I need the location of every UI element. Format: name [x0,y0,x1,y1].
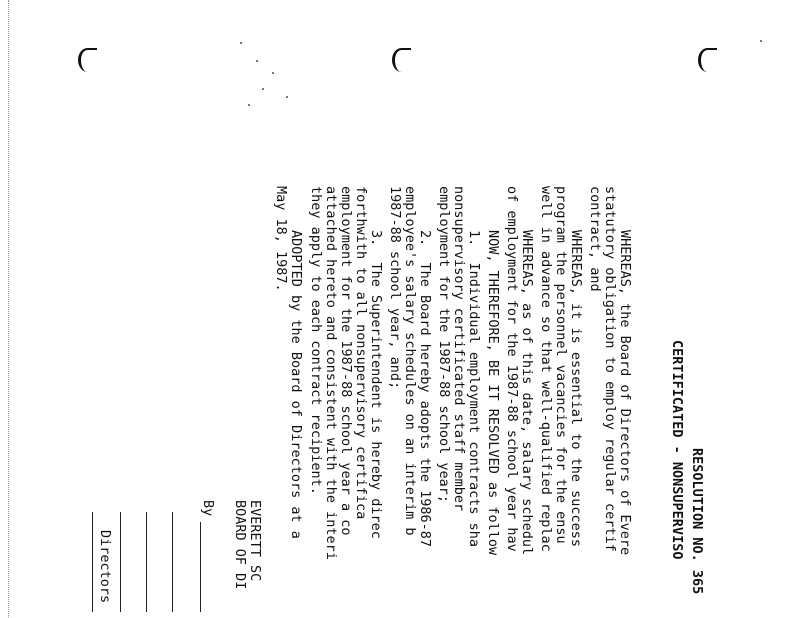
resolved-clause: NOW, THEREFORE, BE IT RESOLVED as follow [485,230,501,556]
item-2-line-1: 2. The Board hereby adopts the 1986-87 [417,230,433,547]
item-1-line-1: 1. Individual employment contracts sha [466,230,482,547]
signature-by-label: By [200,500,216,517]
scan-noise [272,72,274,74]
item-3-line-2: forthwith to all nonsupervisory certifica [353,186,369,520]
signature-line-2 [172,512,173,612]
whereas-3-line-2: of employment for the 1987-88 school year hav [504,186,520,552]
whereas-3-line-1: WHEREAS, as of this date, salary schedul [519,230,535,556]
scan-noise [240,42,242,44]
signature-line-4 [120,512,121,612]
punch-hole-right-icon [698,48,717,72]
signature-directors-label: Directors [97,530,113,604]
item-2-line-3: 1987-88 school year, and; [387,186,403,390]
margin-trace [8,0,10,618]
signature-line-5 [92,512,93,612]
adopted-line-2: May 18, 1987. [273,186,289,292]
adopted-line-1: ADOPTED by the Board of Directors at a [288,230,304,539]
item-1-line-2: nonsupervisory certificated staff member [451,186,467,512]
whereas-1-line-3: contract, and [587,186,603,292]
signature-org-line-2: BOARD OF DI [232,500,248,590]
whereas-2-line-3: well in advance so that well-qualified replac [538,186,554,552]
whereas-1-line-2: statutory obligation to employ regular certif [602,186,618,552]
item-3-line-4: attached hereto and consistent with the interi [323,186,339,560]
scan-noise [760,40,762,42]
resolution-title: RESOLUTION NO. 365 [689,448,705,595]
scan-noise [262,88,264,90]
signature-org-line-1: EVERETT SC [247,500,263,582]
whereas-2-line-2: program the personnel vacancies for the ensu [553,186,569,544]
item-2-line-2: employee's salary schedules on an interim b [402,186,418,536]
item-3-line-3: employment for the 1987-88 school year a co [338,186,354,536]
whereas-2-line-1: WHEREAS, it is essential to the success [568,230,584,547]
scan-noise [256,60,258,62]
item-1-line-3: employment for the 1987-88 school year; [436,186,452,503]
signature-line-by [200,522,201,612]
scan-noise [248,104,250,106]
resolution-subtitle: CERTIFICATED - NONSUPERVISO [669,340,685,560]
punch-hole-center-icon [392,48,411,72]
item-3-line-1: 3. The Superintendent is hereby direc [368,230,384,539]
item-3-line-5: they apply to each contract recipient. [308,186,324,495]
punch-hole-left-icon [78,48,97,72]
scan-noise [286,96,288,98]
whereas-1-line-1: WHEREAS, the Board of Directors of Evere [617,230,633,556]
signature-line-3 [146,512,147,612]
